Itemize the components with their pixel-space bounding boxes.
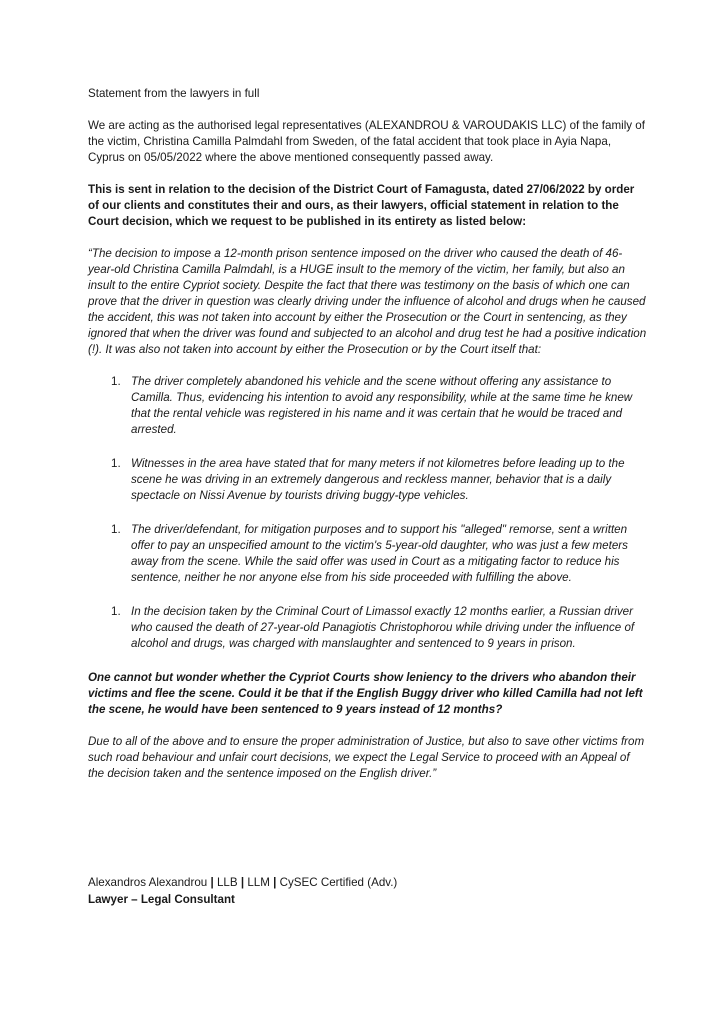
quote-intro-paragraph: “The decision to impose a 12-month prison sentence imposed on the driver who caused the death of 46-year-old Christina Camilla Palmdahl, is a HUGE insult to the memory of the victim, her family, but also an insult to the entire Cypriot society. Despite the fact that there was testimony on the basis of which one can prove that the driver in question was clearly driving under the influence of alcohol and drugs when he caused the accident, this was not taken into account by either the Prosecution or the Court in sentencing, as they ignored that when the driver was found and subjected to an alcohol and drug test he had a positive indication (!). It was also not taken into account by either the Prosecution or by the Court itself that: xyxy=(88,247,647,356)
list-item xyxy=(88,604,648,652)
list-item-number: 1. xyxy=(111,523,121,536)
signature-qualification-llb: LLB xyxy=(216,876,238,889)
list-item-text: The driver/defendant, for mitigation purposes and to support his "alleged" remorse, sent a written offer to pay an unspecified amount to the victim's 5-year-old daughter, who was just a few meters away from the scene. While the said offer was used in Court as a mitigating factor to reduce his sentence, neither he nor anyone else from his side proceeded with fulfilling the above. xyxy=(131,523,628,584)
points-list xyxy=(88,374,648,652)
signature-separator: | xyxy=(240,876,245,889)
bold-italic-question-paragraph: One cannot but wonder whether the Cypriot Courts show leniency to the drivers who abandon their victims and flee the scene. Could it be that if the English Buggy driver who killed Camilla had not left the scene, he would have been sentenced to 9 years instead of 12 months? xyxy=(88,671,643,716)
signature-separator: | xyxy=(210,876,214,889)
signature-line xyxy=(88,874,648,891)
list-item-number: 1. xyxy=(111,605,121,618)
list-item xyxy=(88,522,648,586)
list-item-text: In the decision taken by the Criminal Court of Limassol exactly 12 months earlier, a Russian driver who caused the death of 27-year-old Panagiotis Christophorou while driving under the influence of alcohol and drugs, was charged with manslaughter and sentenced to 9 years in prison. xyxy=(131,605,635,650)
list-item-number: 1. xyxy=(111,457,121,470)
signature-qualification-llm: LLM xyxy=(247,876,270,889)
signature-name: Alexandros Alexandrou xyxy=(88,876,208,889)
bold-statement-paragraph: This is sent in relation to the decision of the District Court of Famagusta, dated 27/06/2022 by order of our clients and constitutes their and ours, as their lawyers, official statement in relation to the Court decision, which we request to be published in its entirety as listed below: xyxy=(88,183,635,228)
list-item-number: 1. xyxy=(111,375,121,388)
list-item-text: Witnesses in the area have stated that for many meters if not kilometres before leading up to the scene he was driving in an extremely dangerous and reckless manner, behavior that is a daily spectacle on Nissi Avenue by tourists driving buggy-type vehicles. xyxy=(131,457,625,502)
list-item xyxy=(88,456,648,504)
signature-qualification-cysec: CySEC Certified (Adv.) xyxy=(279,876,398,889)
closing-paragraph: Due to all of the above and to ensure the proper administration of Justice, but also to save other victims from such road behaviour and unfair court decisions, we expect the Legal Service to proceed with an Appeal of the decision taken and the sentence imposed on the English driver.” xyxy=(88,735,645,780)
list-item-text: The driver completely abandoned his vehicle and the scene without offering any assistance to Camilla. Thus, evidencing his intention to avoid any responsibility, while at the same time he knew that the rental vehicle was registered in his name and it was certain that he would be traced and arrested. xyxy=(131,375,633,436)
statement-document xyxy=(88,86,648,798)
signature-block xyxy=(88,874,648,908)
list-item xyxy=(88,374,648,438)
document-heading: Statement from the lawyers in full xyxy=(88,87,260,100)
signature-title: Lawyer – Legal Consultant xyxy=(88,893,235,906)
intro-paragraph: We are acting as the authorised legal representatives (ALEXANDROU & VAROUDAKIS LLC) of the family of the victim, Christina Camilla Palmdahl from Sweden, of the fatal accident that took place in Ayia Napa, Cyprus on 05/05/2022 where the above mentioned consequently passed away. xyxy=(88,119,645,164)
signature-separator: | xyxy=(273,876,277,889)
